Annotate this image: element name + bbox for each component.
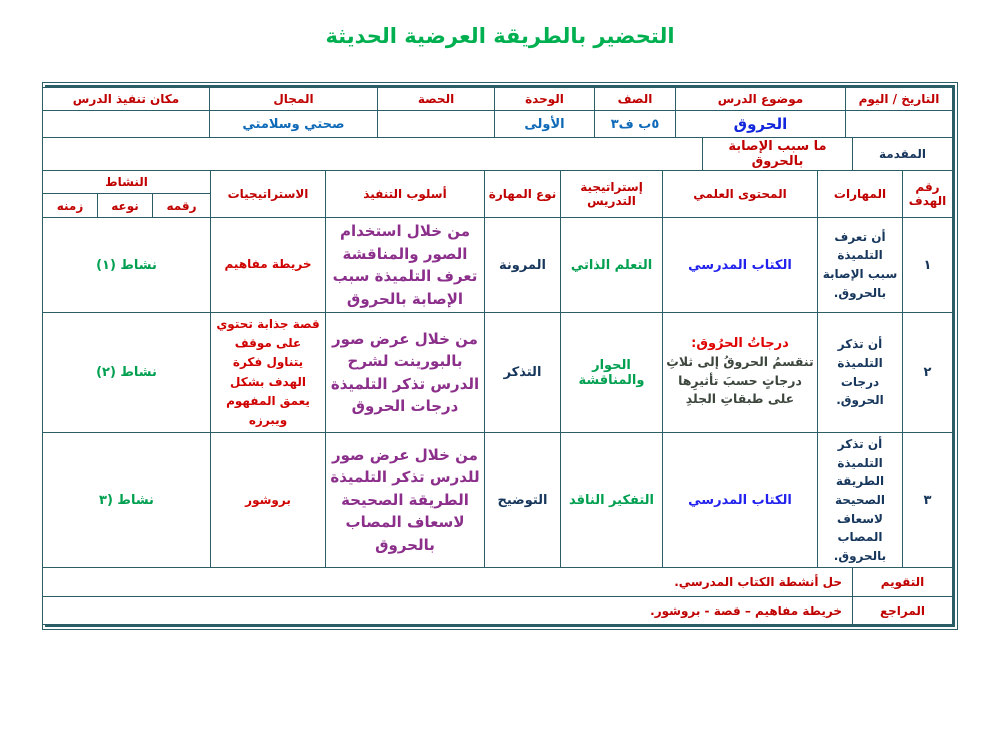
skill-type-cell: التوضيح (485, 433, 561, 568)
evaluation-label: التقويم (853, 568, 953, 597)
goal-number: ٢ (903, 313, 953, 433)
skills-cell: أن تعرف التلميذة سبب الإصابة بالحروق. (818, 218, 903, 313)
strategies-cell: بروشور (211, 433, 326, 568)
execution-method-cell: من خلال استخدام الصور والمناقشة تعرف التلميذة سبب الإصابة بالحروق (326, 218, 485, 313)
lesson-plan-table (45, 85, 955, 627)
goal-row-3 (42, 433, 952, 568)
introduction-row-table (42, 137, 953, 171)
scientific-content-cell: الكتاب المدرسي (663, 433, 818, 568)
lesson-location-value (43, 111, 210, 138)
date-day-value (846, 111, 953, 138)
scientific-content-cell: الكتاب المدرسي (663, 218, 818, 313)
execution-method-header: أسلوب التنفيذ (326, 171, 485, 218)
column-headers-row (42, 171, 952, 194)
introduction-value: ما سبب الإصابة بالحروق (703, 138, 853, 171)
main-grid-table (42, 170, 953, 568)
activity-cell: نشاط (٢) (42, 313, 210, 433)
skills-cell: أن تذكر التلميذة درجات الحروق. (818, 313, 903, 433)
execution-method-cell: من خلال عرض صور بالبورينت لشرح الدرس تذكر التلميذة درجات الحروق (326, 313, 485, 433)
content-text: تنقسمُ الحروقُ إلى ثلاثِ درجاتٍ حسبَ تأثيرِها على طبقاتِ الجلدِ (666, 353, 814, 407)
lesson-subject-value: الحروق (676, 111, 846, 138)
activity-type-subheader: نوعه (98, 194, 153, 218)
goal-number: ٣ (903, 433, 953, 568)
period-label: الحصة (378, 88, 495, 111)
evaluation-value: حل أنشطة الكتاب المدرسي. (43, 568, 853, 597)
page-title: التحضير بالطريقة العرضية الحديثة (325, 24, 675, 48)
strategies-header: الاستراتيجيات (211, 171, 326, 218)
grade-label: الصف (595, 88, 676, 111)
skills-header: المهارات (818, 171, 903, 218)
skill-type-cell: التذكر (485, 313, 561, 433)
scientific-content-header: المحتوى العلمي (663, 171, 818, 218)
content-heading: درجاتُ الحرُوق: (691, 335, 789, 351)
skill-type-cell: المرونة (485, 218, 561, 313)
activity-cell: نشاط (٣ (42, 433, 210, 568)
goal-number: ١ (903, 218, 953, 313)
document-page (0, 24, 1000, 731)
date-day-label: التاريخ / اليوم (846, 88, 953, 111)
skills-cell: أن تذكر التلميذة الطريقة الصحيحة لاسعاف المصاب بالحروق. (818, 433, 903, 568)
scientific-content-cell (663, 313, 818, 433)
teaching-strategy-cell: التعلم الذاتي (561, 218, 663, 313)
grade-value: ٥ب ف٣ (595, 111, 676, 138)
header-info-table (42, 87, 953, 138)
evaluation-row (43, 568, 953, 597)
field-label: المجال (210, 88, 378, 111)
teaching-strategy-cell: التفكير الناقد (561, 433, 663, 568)
lesson-plan-table-frame (42, 82, 958, 630)
goal-row-2 (42, 313, 952, 433)
footer-table (42, 567, 953, 625)
period-value (378, 111, 495, 138)
teaching-strategy-cell: الحوار والمناقشة (561, 313, 663, 433)
skill-type-header: نوع المهارة (485, 171, 561, 218)
unit-value: الأولى (495, 111, 595, 138)
goal-row-1 (42, 218, 952, 313)
introduction-empty-cell (43, 138, 703, 171)
introduction-label: المقدمة (853, 138, 953, 171)
teaching-strategy-header: إستراتيجية التدريس (561, 171, 663, 218)
activity-number-subheader: رقمه (153, 194, 211, 218)
strategies-cell: خريطة مفاهيم (211, 218, 326, 313)
header-values-row (43, 111, 953, 138)
introduction-row (43, 138, 953, 171)
references-value: خريطة مفاهيم – قصة - بروشور. (43, 597, 853, 625)
unit-label: الوحدة (495, 88, 595, 111)
references-label: المراجع (853, 597, 953, 625)
activity-cell: نشاط (١) (42, 218, 210, 313)
references-row (43, 597, 953, 625)
activity-time-subheader: زمنه (42, 194, 97, 218)
field-value: صحتي وسلامتي (210, 111, 378, 138)
strategies-cell: قصة جذابة تحتوي على موقف يتناول فكرة الهدف بشكل يعمق المفهوم ويبرزه (211, 313, 326, 433)
lesson-subject-label: موضوع الدرس (676, 88, 846, 111)
header-labels-row (43, 88, 953, 111)
execution-method-cell: من خلال عرض صور للدرس تذكر التلميذة الطريقة الصحيحة لاسعاف المصاب بالحروق (326, 433, 485, 568)
lesson-location-label: مكان تنفيذ الدرس (43, 88, 210, 111)
goal-number-header: رقم الهدف (903, 171, 953, 218)
activity-header: النشاط (42, 171, 210, 194)
